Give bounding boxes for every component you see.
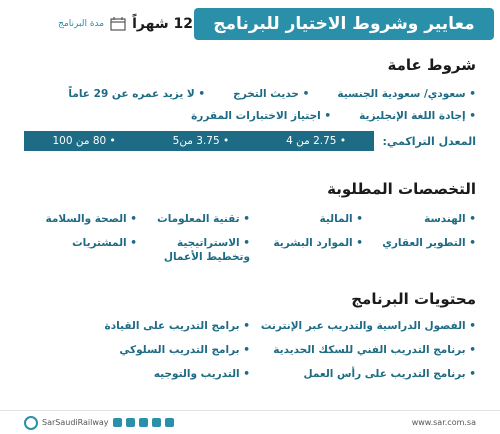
general-row-2 [24,110,476,122]
spec-real-estate: • التطوير العقاري [363,236,476,264]
gpa-value-5: • 3.75 من5 [173,135,230,147]
general-title: شروط عامة [387,56,476,74]
content-row-3 [24,368,476,380]
facebook-icon[interactable] [165,418,174,427]
duration-badge [55,8,193,40]
general-row-1 [24,88,476,100]
req-graduate: • حديث التخرج [233,88,309,100]
content-leadership: • برامج التدريب على القيادة [24,320,250,332]
instagram-icon[interactable] [113,418,122,427]
req-nationality: • سعودي/ سعودية الجنسية [337,88,476,100]
req-tests: • اجتياز الاختبارات المقررة [191,110,331,122]
spec-it: • تقنية المعلومات [137,212,250,226]
gpa-row [24,130,476,152]
twitter-icon[interactable] [152,418,161,427]
social-links [24,416,174,430]
content-coaching: • التدريب والتوجيه [24,368,250,380]
content-title: محتويات البرنامج [351,290,476,308]
gpa-value-100: • 80 من 100 [52,135,115,147]
footer [0,410,500,434]
req-english: • إجادة اللغة الإنجليزية [359,110,476,122]
gpa-label: المعدل التراكمي: [382,134,476,148]
website-link[interactable]: www.sar.com.sa [411,418,476,427]
gpa-values [24,131,374,151]
content-row-1 [24,320,476,332]
page-title: معايير وشروط الاختيار للبرنامج [194,8,494,40]
youtube-icon[interactable] [126,418,135,427]
content-on-job: • برنامج التدريب على رأس العمل [250,368,476,380]
social-handle[interactable]: SarSaudiRailway [42,418,109,427]
duration-value: 12 شهراً [132,16,193,32]
spec-finance: • المالية [250,212,363,226]
gpa-value-4: • 2.75 من 4 [286,135,346,147]
linkedin-icon[interactable] [139,418,148,427]
duration-label: مدة البرنامج [58,19,105,29]
sar-logo-icon [24,416,38,430]
specialties-row-2 [24,236,476,264]
calendar-icon [110,17,126,31]
spec-hr: • الموارد البشرية [250,236,363,264]
spec-safety: • الصحة والسلامة [24,212,137,226]
specialties-title: التخصصات المطلوبة [327,180,476,198]
specialties-row-1 [24,212,476,226]
spec-procurement: • المشتريات [24,236,137,264]
req-age: • لا يزيد عمره عن 29 عاماً [68,88,205,100]
content-online: • الفصول الدراسية والتدريب عبر الإنترنت [250,320,476,332]
spec-strategy: • الاستراتيجية وتخطيط الأعمال [137,236,250,264]
spec-engineering: • الهندسة [363,212,476,226]
content-behavioral: • برامج التدريب السلوكي [24,344,250,356]
content-railway: • برنامج التدريب الفني للسكك الحديدية [250,344,476,356]
content-row-2 [24,344,476,356]
